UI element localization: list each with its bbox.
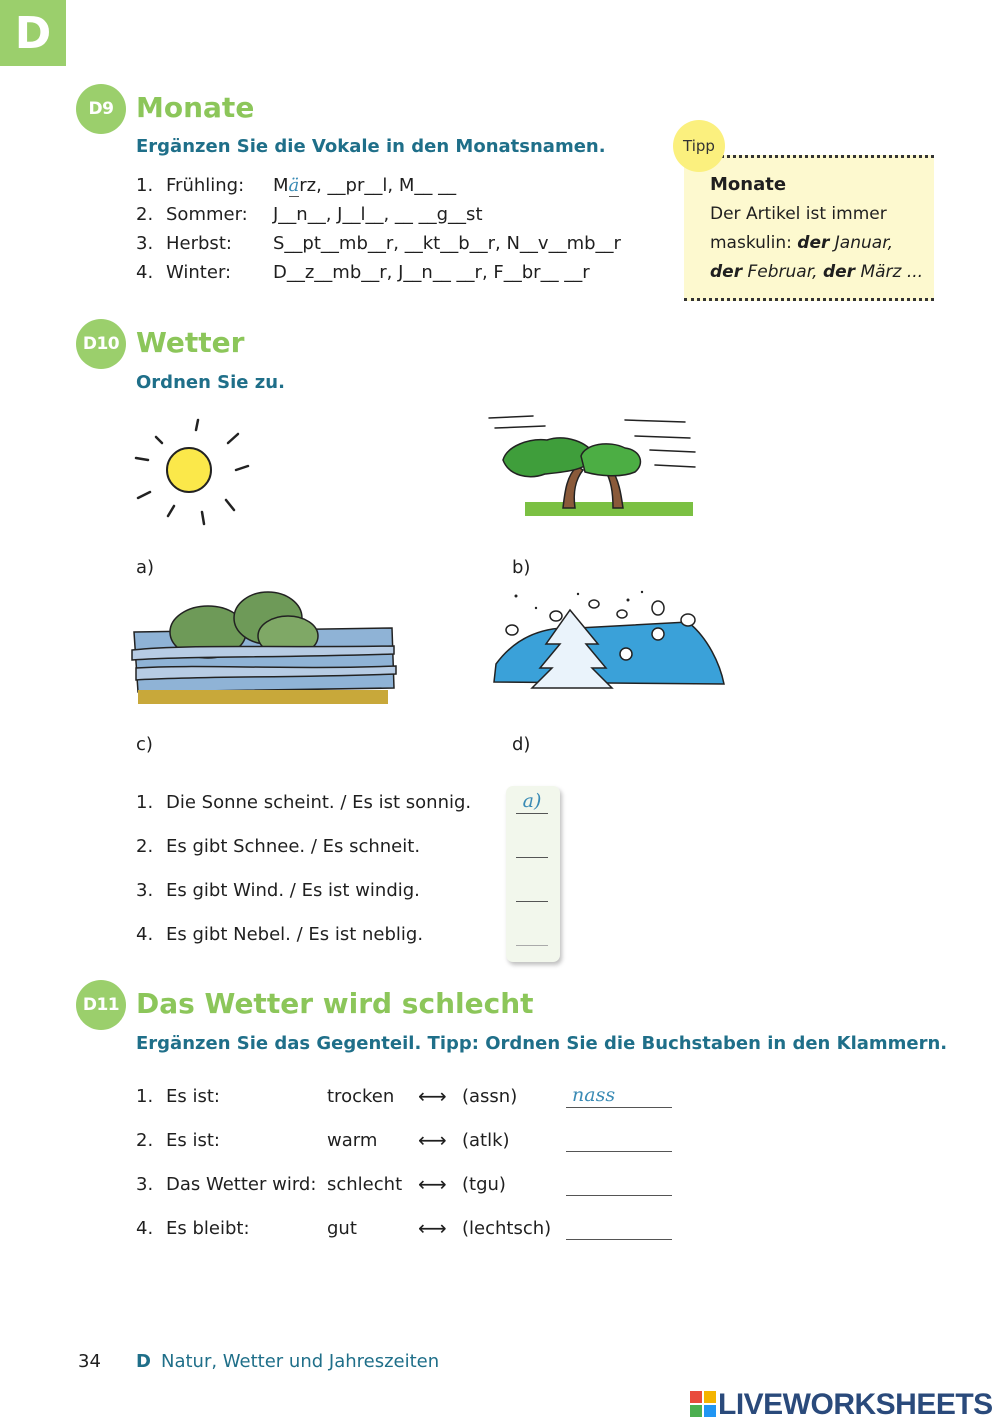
- d10-item-1-text: Die Sonne scheint. / Es ist sonnig.: [166, 792, 472, 813]
- d9-item-3-season: Herbst:: [166, 233, 232, 254]
- d9-item-2-season: Sommer:: [166, 204, 248, 225]
- d11-item-1-hint: (assn): [462, 1086, 518, 1107]
- d9-item-3-post: S__pt__mb__r, __kt__b__r, N__v__mb__r: [273, 233, 621, 254]
- d9-item-4-months[interactable]: [273, 262, 590, 283]
- d10-badge: D10: [76, 319, 126, 369]
- d9-item-1-season: Frühling:: [166, 175, 245, 196]
- d10-answer-2[interactable]: [516, 834, 548, 858]
- tipp-line-3d: März ...: [855, 262, 924, 282]
- d10-title: Wetter: [136, 326, 245, 359]
- d11-item-1-arrow-icon: ⟷: [418, 1084, 447, 1108]
- page-number: 34: [78, 1351, 101, 1372]
- d11-item-3-word: schlecht: [327, 1174, 403, 1195]
- d11-answer-4[interactable]: [566, 1216, 672, 1240]
- d11-item-2-subject: Es ist:: [166, 1130, 220, 1151]
- d11-item-4-word: gut: [327, 1218, 357, 1239]
- tipp-line-3b: Februar,: [742, 262, 823, 282]
- tipp-line-3: [710, 262, 923, 282]
- tipp-heading: Monate: [710, 174, 787, 195]
- tipp-line-2b: der: [797, 233, 830, 253]
- d9-item-2-num: 2.: [136, 204, 154, 225]
- d9-item-1-answer[interactable]: ä: [288, 175, 300, 196]
- d9-item-1-post: rz, __pr__l, M__ __: [299, 175, 457, 196]
- d11-item-1-subject: Es ist:: [166, 1086, 220, 1107]
- d11-item-2-arrow-icon: ⟷: [418, 1128, 447, 1152]
- d10-answer-3[interactable]: [516, 878, 548, 902]
- d10-item-2-num: 2.: [136, 836, 154, 857]
- d10-item-2-text: Es gibt Schnee. / Es schneit.: [166, 836, 421, 857]
- d10-item-3-text: Es gibt Wind. / Es ist windig.: [166, 880, 420, 901]
- d9-instruction: Ergänzen Sie die Vokale in den Monatsnamen.: [136, 136, 606, 157]
- d11-answer-2[interactable]: [566, 1128, 672, 1152]
- d9-item-1-num: 1.: [136, 175, 154, 196]
- d11-item-2-word: warm: [327, 1130, 378, 1151]
- chapter-letter: D: [14, 7, 52, 59]
- d9-item-2-post: J__n__, J__l__, __ __g__st: [273, 204, 483, 225]
- d11-item-3-hint: (tgu): [462, 1174, 506, 1195]
- tipp-line-3a: der: [710, 262, 743, 282]
- d9-title: Monate: [136, 91, 255, 124]
- footer-chapter-letter: D: [136, 1351, 151, 1372]
- image-label-a: a): [136, 557, 155, 578]
- d11-item-4-hint: (lechtsch): [462, 1218, 552, 1239]
- d9-badge: D9: [76, 84, 126, 134]
- liveworksheets-logo: [690, 1388, 993, 1422]
- d10-answer-4[interactable]: [516, 922, 548, 946]
- tipp-label: Tipp: [673, 120, 725, 172]
- image-label-c: c): [136, 734, 153, 755]
- d11-answer-3[interactable]: [566, 1172, 672, 1196]
- logo-icon: [690, 1391, 716, 1419]
- fog-illustration: [128, 588, 400, 712]
- d9-item-1-pre: M: [273, 175, 289, 196]
- d11-instruction: Ergänzen Sie das Gegenteil. Tipp: Ordnen Sie die Buchstaben in den Klammern.: [136, 1033, 948, 1054]
- tipp-line-1: Der Artikel ist immer: [710, 204, 887, 224]
- d11-item-4-num: 4.: [136, 1218, 154, 1239]
- d11-item-3-subject: Das Wetter wird:: [166, 1174, 317, 1195]
- logo-text: LIVEWORKSHEETS: [718, 1388, 993, 1421]
- d10-item-4-text: Es gibt Nebel. / Es ist neblig.: [166, 924, 424, 945]
- d11-item-2-hint: (atlk): [462, 1130, 510, 1151]
- d11-item-1-num: 1.: [136, 1086, 154, 1107]
- d11-badge: D11: [76, 980, 126, 1030]
- d10-item-1-num: 1.: [136, 792, 154, 813]
- d10-item-4-num: 4.: [136, 924, 154, 945]
- d11-answer-1[interactable]: nass: [566, 1084, 672, 1108]
- d10-instruction: Ordnen Sie zu.: [136, 372, 285, 393]
- d9-item-3-num: 3.: [136, 233, 154, 254]
- d11-title: Das Wetter wird schlecht: [136, 987, 534, 1020]
- d11-item-4-arrow-icon: ⟷: [418, 1216, 447, 1240]
- chapter-tab: [0, 0, 66, 66]
- d10-answer-1[interactable]: a): [516, 790, 548, 814]
- wind-illustration: [485, 410, 700, 522]
- tipp-line-2c: Januar,: [829, 233, 894, 253]
- tipp-line-3c: der: [822, 262, 856, 282]
- d9-item-2-months[interactable]: [273, 204, 483, 225]
- d9-item-4-num: 4.: [136, 262, 154, 283]
- image-label-b: b): [512, 557, 531, 578]
- d10-item-3-num: 3.: [136, 880, 154, 901]
- d11-item-3-arrow-icon: ⟷: [418, 1172, 447, 1196]
- snow-illustration: [488, 588, 732, 694]
- footer-chapter-title: Natur, Wetter und Jahreszeiten: [161, 1351, 440, 1372]
- d11-item-1-word: trocken: [327, 1086, 395, 1107]
- d11-item-3-num: 3.: [136, 1174, 154, 1195]
- tipp-line-2a: maskulin:: [710, 233, 798, 253]
- d11-item-2-num: 2.: [136, 1130, 154, 1151]
- d9-item-4-season: Winter:: [166, 262, 232, 283]
- tipp-line-2: [710, 233, 893, 253]
- d9-item-3-months[interactable]: [273, 233, 621, 254]
- d9-item-1-months: [273, 175, 456, 196]
- sun-illustration: [128, 412, 258, 532]
- image-label-d: d): [512, 734, 531, 755]
- d9-item-4-post: D__z__mb__r, J__n__ __r, F__br__ __r: [273, 262, 590, 283]
- d11-item-4-subject: Es bleibt:: [166, 1218, 250, 1239]
